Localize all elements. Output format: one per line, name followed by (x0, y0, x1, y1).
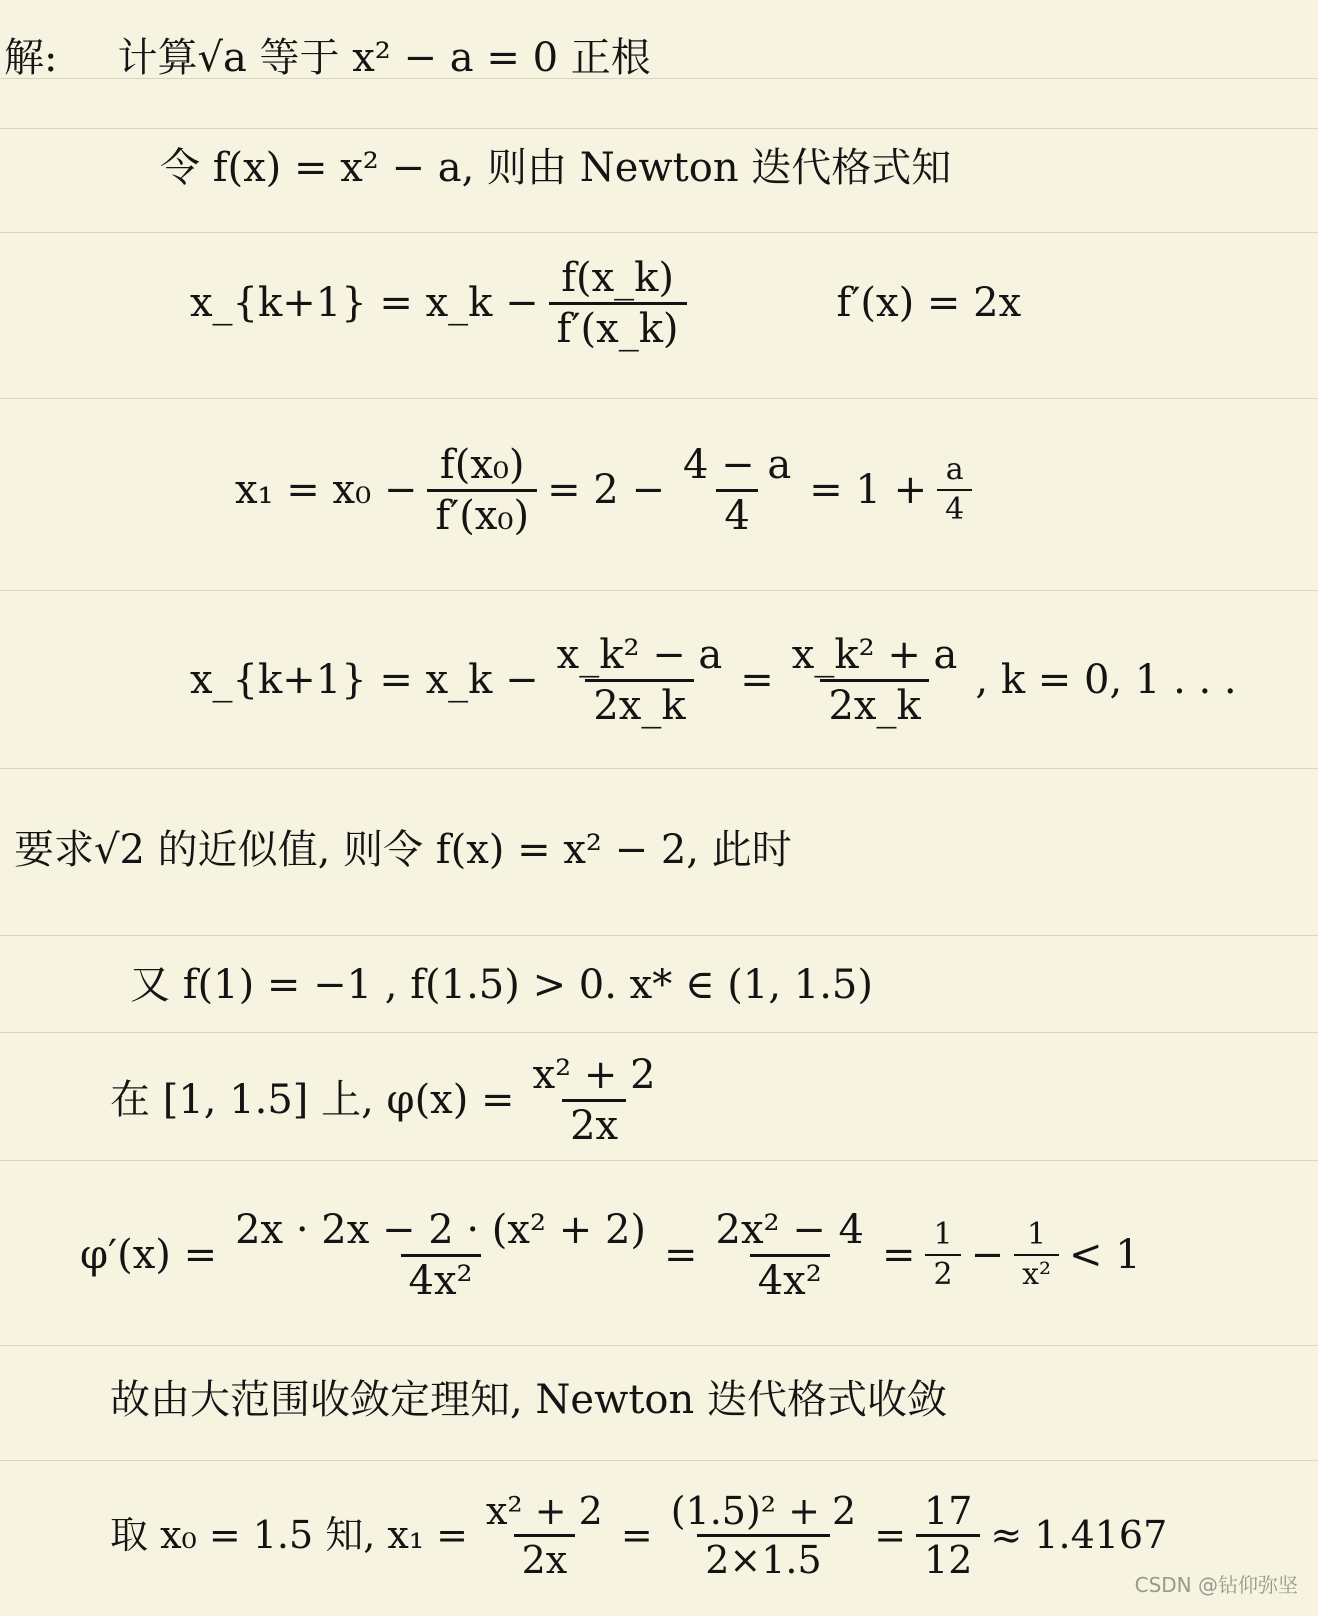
first-iterate-fraction (427, 441, 537, 539)
ruled-line (0, 398, 1318, 399)
fraction-denominator: f′(x₀) (427, 489, 537, 536)
phi-derivative-lhs: φ′(x) = (80, 1232, 218, 1278)
solution-heading-line (0, 28, 1318, 88)
ruled-line (0, 935, 1318, 936)
solution-label: 解: (4, 35, 58, 81)
first-iterate-eq: = 1 + (809, 467, 928, 513)
phi-derivative-eq2: = (881, 1232, 916, 1278)
fraction-numerator: 2x² − 4 (715, 1206, 864, 1253)
numeric-iterate-lhs: 取 x₀ = 1.5 知, x₁ = (110, 1513, 468, 1557)
fraction-numerator: x² + 2 (486, 1488, 603, 1533)
general-iterate-eq: = (740, 657, 774, 703)
convergence-text: 故由大范围收敛定理知, Newton 迭代格式收敛 (110, 1377, 947, 1423)
fraction-numerator: a (945, 452, 964, 487)
phi-derivative-line (0, 1180, 1318, 1330)
phi-fraction (525, 1051, 664, 1149)
first-iterate-line (0, 415, 1318, 565)
phi-derivative-fraction-2 (708, 1206, 872, 1304)
newton-iteration-line (0, 228, 1318, 378)
fraction-denominator: 2 (925, 1254, 960, 1290)
phi-derivative-fraction (227, 1206, 654, 1304)
general-iterate-tail: , k = 0, 1 . . . (975, 657, 1237, 703)
fraction-denominator: 2×1.5 (697, 1534, 829, 1579)
watermark-footer: CSDN @钻仰弥坚 (1134, 1573, 1298, 1597)
fraction-denominator: 4 (937, 489, 972, 525)
iteration-fraction (549, 254, 687, 352)
phi-derivative-fraction-4 (1014, 1217, 1059, 1292)
fraction-numerator: x_k² − a (556, 631, 723, 678)
numeric-iterate-tail: ≈ 1.4167 (990, 1513, 1168, 1557)
ruled-line (0, 1345, 1318, 1346)
ruled-line (0, 128, 1318, 129)
ruled-line (0, 590, 1318, 591)
phi-lhs: 在 [1, 1.5] 上, φ(x) = (110, 1077, 515, 1123)
first-iterate-fraction-2 (675, 441, 799, 539)
phi-derivative-minus: − (970, 1232, 1005, 1278)
fraction-denominator: 2x (562, 1099, 626, 1146)
fraction-denominator: 2x_k (820, 679, 928, 726)
fraction-numerator: 4 − a (683, 441, 792, 488)
fraction-numerator: 2x · 2x − 2 · (x² + 2) (235, 1206, 646, 1253)
first-iterate-mid: = 2 − (547, 467, 665, 513)
numeric-iterate-fraction-3 (916, 1488, 980, 1582)
fraction-numerator: f(x_k) (561, 254, 674, 301)
fraction-numerator: x² + 2 (532, 1051, 656, 1098)
phi-derivative-fraction-3 (925, 1217, 960, 1292)
convergence-line (0, 1360, 1318, 1440)
ruled-line (0, 768, 1318, 769)
fraction-numerator: f(x₀) (439, 441, 525, 488)
general-iterate-line (0, 605, 1318, 755)
fraction-numerator: (1.5)² + 2 (670, 1488, 857, 1533)
ruled-line (0, 1160, 1318, 1161)
newton-setup-text: 令 f(x) = x² − a, 则由 Newton 迭代格式知 (160, 145, 952, 191)
fraction-denominator: 12 (916, 1534, 980, 1579)
phi-definition-line (0, 1040, 1318, 1160)
phi-derivative-eq1: = (664, 1232, 698, 1278)
numeric-iterate-fraction (478, 1488, 611, 1582)
fraction-numerator: x_k² + a (791, 631, 958, 678)
fraction-numerator: 1 (1027, 1217, 1047, 1252)
newton-setup-line (0, 138, 1318, 198)
general-iterate-lhs: x_{k+1} = x_k − (190, 657, 539, 703)
fraction-denominator: 2x_k (585, 679, 693, 726)
numeric-iterate-line (0, 1465, 1318, 1605)
fraction-denominator: 2x (514, 1534, 576, 1579)
general-iterate-fraction (549, 631, 731, 729)
bracket-line (0, 945, 1318, 1025)
derivative-formula: f′(x) = 2x (836, 280, 1022, 326)
iteration-lhs: x_{k+1} = x_k − (190, 280, 539, 326)
ruled-line (0, 1032, 1318, 1033)
ruled-line (0, 1460, 1318, 1461)
fraction-denominator: 4x² (750, 1254, 830, 1301)
fraction-denominator: 4x² (401, 1254, 481, 1301)
fraction-denominator: x² (1014, 1254, 1059, 1290)
sqrt2-text: 要求√2 的近似值, 则令 f(x) = x² − 2, 此时 (14, 827, 792, 873)
numeric-iterate-eq2: = (874, 1513, 907, 1557)
fraction-numerator: 17 (924, 1488, 973, 1533)
first-iterate-lhs: x₁ = x₀ − (235, 467, 418, 513)
fraction-denominator: f′(x_k) (549, 302, 687, 349)
sqrt2-line (0, 810, 1318, 890)
phi-derivative-tail: < 1 (1069, 1232, 1141, 1278)
first-iterate-fraction-3 (937, 452, 972, 527)
fraction-denominator: 4 (716, 489, 757, 536)
general-iterate-fraction-2 (784, 631, 966, 729)
fraction-numerator: 1 (933, 1217, 953, 1252)
bracket-text: 又 f(1) = −1 , f(1.5) > 0. x* ∈ (1, 1.5) (130, 962, 873, 1008)
numeric-iterate-eq1: = (620, 1513, 653, 1557)
numeric-iterate-fraction-2 (663, 1488, 865, 1582)
problem-statement: 计算√a 等于 x² − a = 0 正根 (117, 35, 651, 81)
